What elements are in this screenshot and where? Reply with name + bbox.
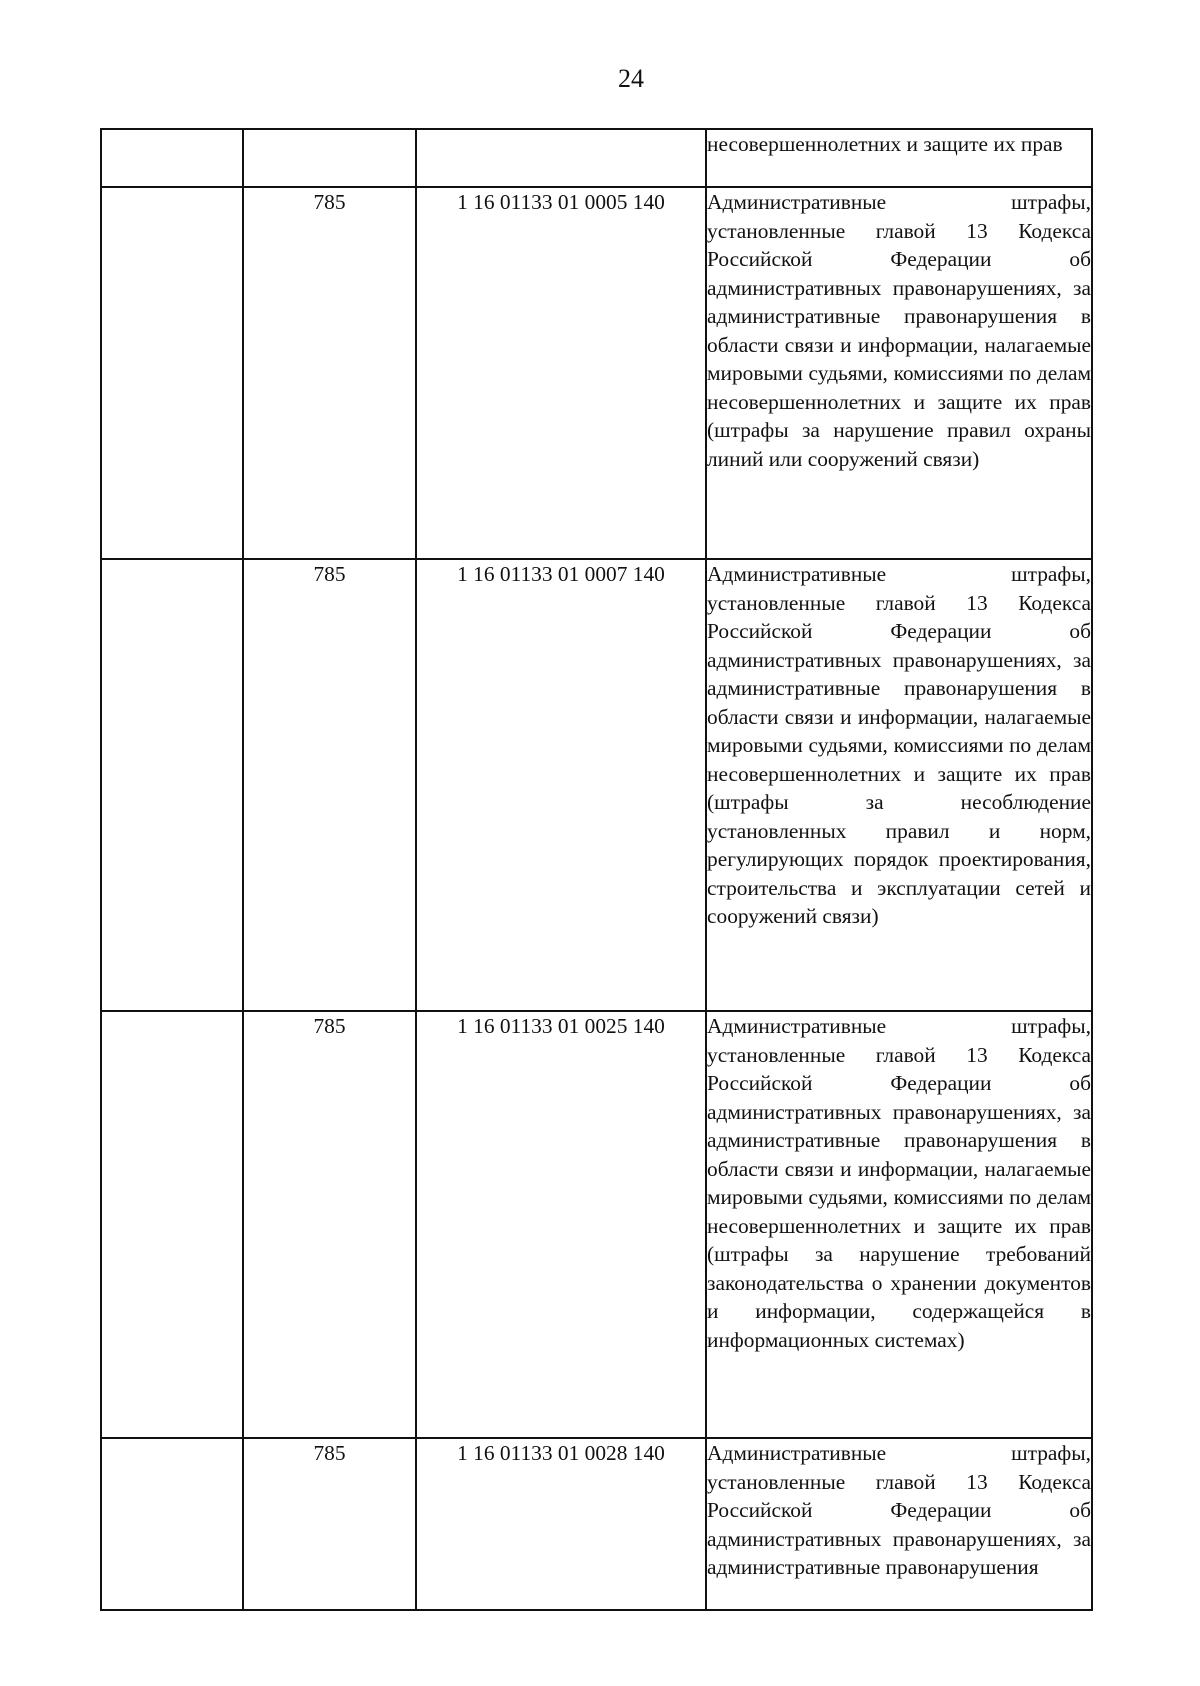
description-cell	[706, 187, 1092, 559]
empty-cell	[101, 187, 243, 559]
budget-code-cell: 1 16 01133 01 0007 140	[416, 559, 706, 1011]
description-cell	[706, 559, 1092, 1011]
table-row	[101, 1011, 1092, 1438]
table-row	[101, 187, 1092, 559]
table-row	[101, 1438, 1092, 1610]
description-text: Административные штрафы, установленные главой 13 Кодекса Российской Федерации об административных правонарушениях, за административные правонарушения	[707, 1441, 1091, 1579]
empty-cell	[101, 1011, 243, 1438]
admin-code-cell: 785	[243, 187, 416, 559]
description-cell	[706, 1438, 1092, 1610]
description-cell	[706, 1011, 1092, 1438]
admin-code-cell: 785	[243, 559, 416, 1011]
table-row	[101, 129, 1092, 187]
admin-code-cell: 785	[243, 1438, 416, 1610]
description-text: Административные штрафы, установленные главой 13 Кодекса Российской Федерации об административных правонарушениях, за административные правонарушения в области связи и информации, налагаемые мировыми судьями, комиссиями по делам несовершеннолетних и защите их прав (штрафы за нарушение требований законодательства о хранении документов и информации, содержащейся в информационных системах)	[707, 1014, 1091, 1352]
admin-code-cell	[243, 129, 416, 187]
description-text: Административные штрафы, установленные главой 13 Кодекса Российской Федерации об административных правонарушениях, за административные правонарушения в области связи и информации, налагаемые мировыми судьями, комиссиями по делам несовершеннолетних и защите их прав (штрафы за несоблюдение установленных правил и норм, регулирующих порядок проектирования, строительства и эксплуатации сетей и сооружений связи)	[707, 562, 1091, 928]
budget-code-cell: 1 16 01133 01 0025 140	[416, 1011, 706, 1438]
empty-cell	[101, 559, 243, 1011]
description-text: Административные штрафы, установленные главой 13 Кодекса Российской Федерации об административных правонарушениях, за административные правонарушения в области связи и информации, налагаемые мировыми судьями, комиссиями по делам несовершеннолетних и защите их прав (штрафы за нарушение правил охраны линий или сооружений связи)	[707, 190, 1091, 471]
description-text: несовершеннолетних и защите их прав	[707, 132, 1063, 156]
empty-cell	[101, 1438, 243, 1610]
budget-code-cell: 1 16 01133 01 0028 140	[416, 1438, 706, 1610]
description-cell	[706, 129, 1092, 187]
empty-cell	[101, 129, 243, 187]
budget-code-cell: 1 16 01133 01 0005 140	[416, 187, 706, 559]
budget-codes-table	[100, 128, 1093, 1611]
budget-code-cell	[416, 129, 706, 187]
admin-code-cell: 785	[243, 1011, 416, 1438]
page-number: 24	[618, 64, 644, 93]
table-row	[101, 559, 1092, 1011]
